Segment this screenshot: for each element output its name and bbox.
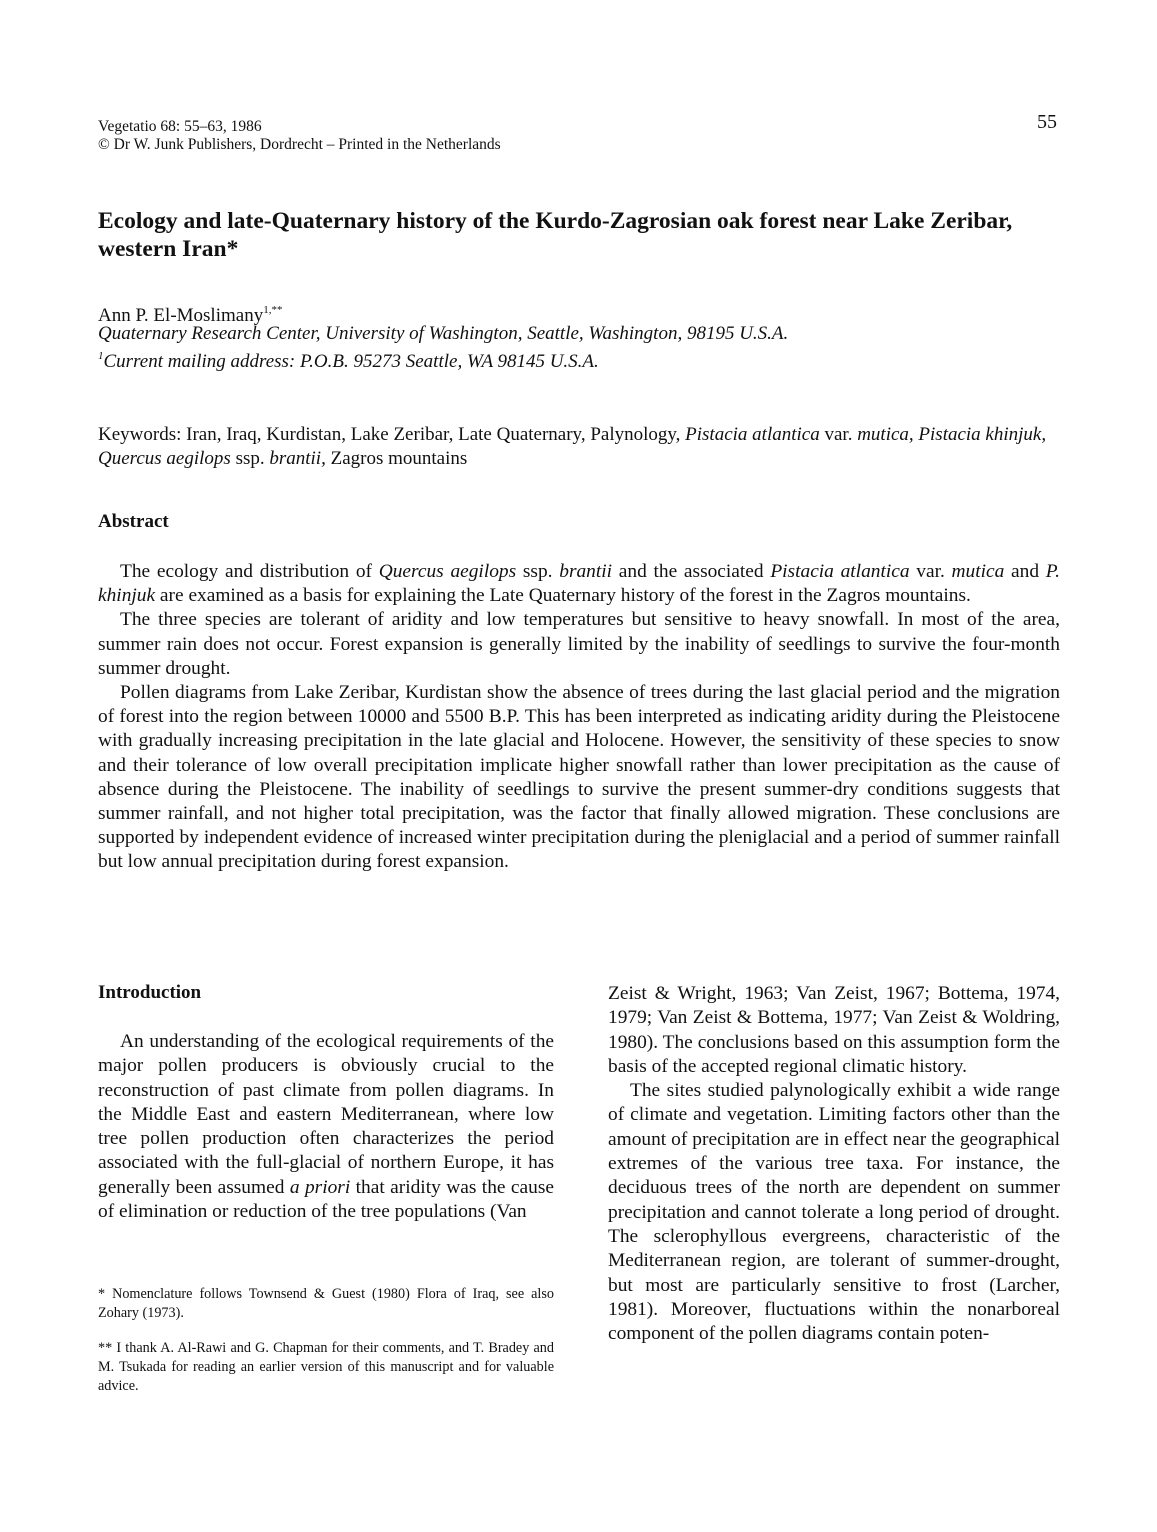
journal-citation: Vegetatio 68: 55–63, 1986 — [98, 118, 262, 135]
body-paragraph: The sites studied palynologically exhibit a wide range of climate and vegetation. Limiting factors other than the amount of precipitation are in effect near the geographical extremes of the various tree taxa. For instance, the deciduous trees of the north are dependent on summer precipitation and cannot tolerate a long period of drought. The sclerophyllous evergreens, characteristic of the Mediterranean region, are tolerant of summer-drought, but most are particularly sensitive to frost (Larcher, 1981). Moreover, fluctuations within the nonarboreal component of the pollen diagrams contain poten- — [608, 1080, 1060, 1345]
text: and — [1004, 561, 1046, 582]
text: ssp. — [516, 561, 560, 582]
introduction-right-column — [608, 982, 1060, 1346]
keyword-italic: brantii, — [269, 447, 326, 469]
keywords-text: Keywords: Iran, Iraq, Kurdistan, Lake Zeribar, Late Quaternary, Palynology, — [98, 424, 686, 445]
text: var. — [909, 561, 952, 582]
text-italic: mutica — [951, 561, 1005, 582]
abstract-paragraph — [98, 560, 1060, 608]
text-italic: Quercus aegilops — [378, 561, 517, 582]
keywords-text: var. — [819, 424, 858, 445]
publisher-line: © Dr W. Junk Publishers, Dordrecht – Printed in the Netherlands — [98, 136, 501, 153]
author-name: Ann P. El-Moslimany — [98, 305, 264, 326]
abstract-heading: Abstract — [98, 511, 169, 532]
keywords-text: ssp. — [230, 447, 270, 469]
text-italic: P. khinjuk — [98, 561, 1060, 607]
abstract-paragraph: The three species are tolerant of aridity and low temperatures but sensitive to heavy snowfall. In most of the area, summer rain does not occur. Forest expansion is generally limited by the inability of seedlings to survive the four-month summer drought. — [98, 609, 1060, 679]
text: An understanding of the ecological requirements of the major pollen producers is obviously crucial to the reconstruction of past climate from pollen diagrams. In the Middle East and eastern Mediterranean, where low tree pollen production often characterizes the period associated with the full-glacial of northern Europe, it has generally been assumed — [98, 1031, 554, 1198]
text-italic: brantii — [559, 561, 613, 582]
introduction-heading: Introduction — [98, 982, 202, 1003]
body-paragraph — [98, 1030, 554, 1224]
footnote: * Nomenclature follows Townsend & Guest (1980) Flora of Iraq, see also Zohary (1973). — [98, 1286, 554, 1321]
author-marks: 1,** — [263, 304, 283, 316]
text-italic: Pistacia atlantica — [770, 561, 910, 582]
keywords-text: Zagros mountains — [325, 447, 468, 469]
abstract-paragraph: Pollen diagrams from Lake Zeribar, Kurdistan show the absence of trees during the last glacial period and the migration of forest into the region between 10000 and 5500 B.P. This has been interpreted as indicating aridity during the Pleistocene with gradually increasing precipitation in the late glacial and Holocene. However, the sensitivity of these species to snow and their tolerance of low overall precipitation implicate higher snowfall rather than lower precipitation as the cause of absence during the Pleistocene. The inability of seedlings to survive the present summer-dry conditions suggests that summer rainfall, and not higher total precipitation, was the factor that finally allowed migration. These conclusions are supported by independent evidence of increased winter precipitation during the pleniglacial and a period of summer rainfall but low annual precipitation during forest expansion. — [98, 682, 1060, 873]
abstract-body — [98, 560, 1060, 875]
footnote: ** I thank A. Al-Rawi and G. Chapman for their comments, and T. Bradey and M. Tsukada for reading an earlier version of this manuscript and for valuable advice. — [98, 1340, 554, 1394]
introduction-left-column — [98, 1030, 554, 1224]
keyword-italic: Pistacia atlantica — [685, 424, 820, 445]
keyword-italic: mutica, Pistacia khinjuk, Quercus aegilops — [98, 424, 1047, 469]
article-title: Ecology and late-Quaternary history of the Kurdo-Zagrosian oak forest near Lake Zeribar, western Iran* — [98, 208, 1013, 262]
text: are examined as a basis for explaining the Late Quaternary history of the forest in the Zagros mountains. — [155, 585, 971, 607]
keywords — [98, 423, 1058, 470]
author-affiliation: Quaternary Research Center, University of Washington, Seattle, Washington, 98195 U.S.A. — [98, 323, 789, 344]
text: and the associated — [612, 561, 771, 582]
page-number: 55 — [1037, 111, 1057, 133]
mailing-address — [98, 345, 599, 373]
mailing-mark: 1 — [98, 350, 104, 362]
text-italic: a priori — [289, 1176, 351, 1198]
text: The ecology and distribution of — [120, 561, 379, 582]
mailing-text: Current mailing address: P.O.B. 95273 Seattle, WA 98145 U.S.A. — [103, 351, 599, 372]
text: that aridity was the cause of elimination or reduction of the tree populations (Van — [98, 1176, 554, 1223]
body-paragraph: Zeist & Wright, 1963; Van Zeist, 1967; Bottema, 1974, 1979; Van Zeist & Bottema, 1977; Van Zeist & Woldring, 1980). The conclusions based on this assumption form the basis of the accepted regional climatic history. — [608, 983, 1060, 1077]
